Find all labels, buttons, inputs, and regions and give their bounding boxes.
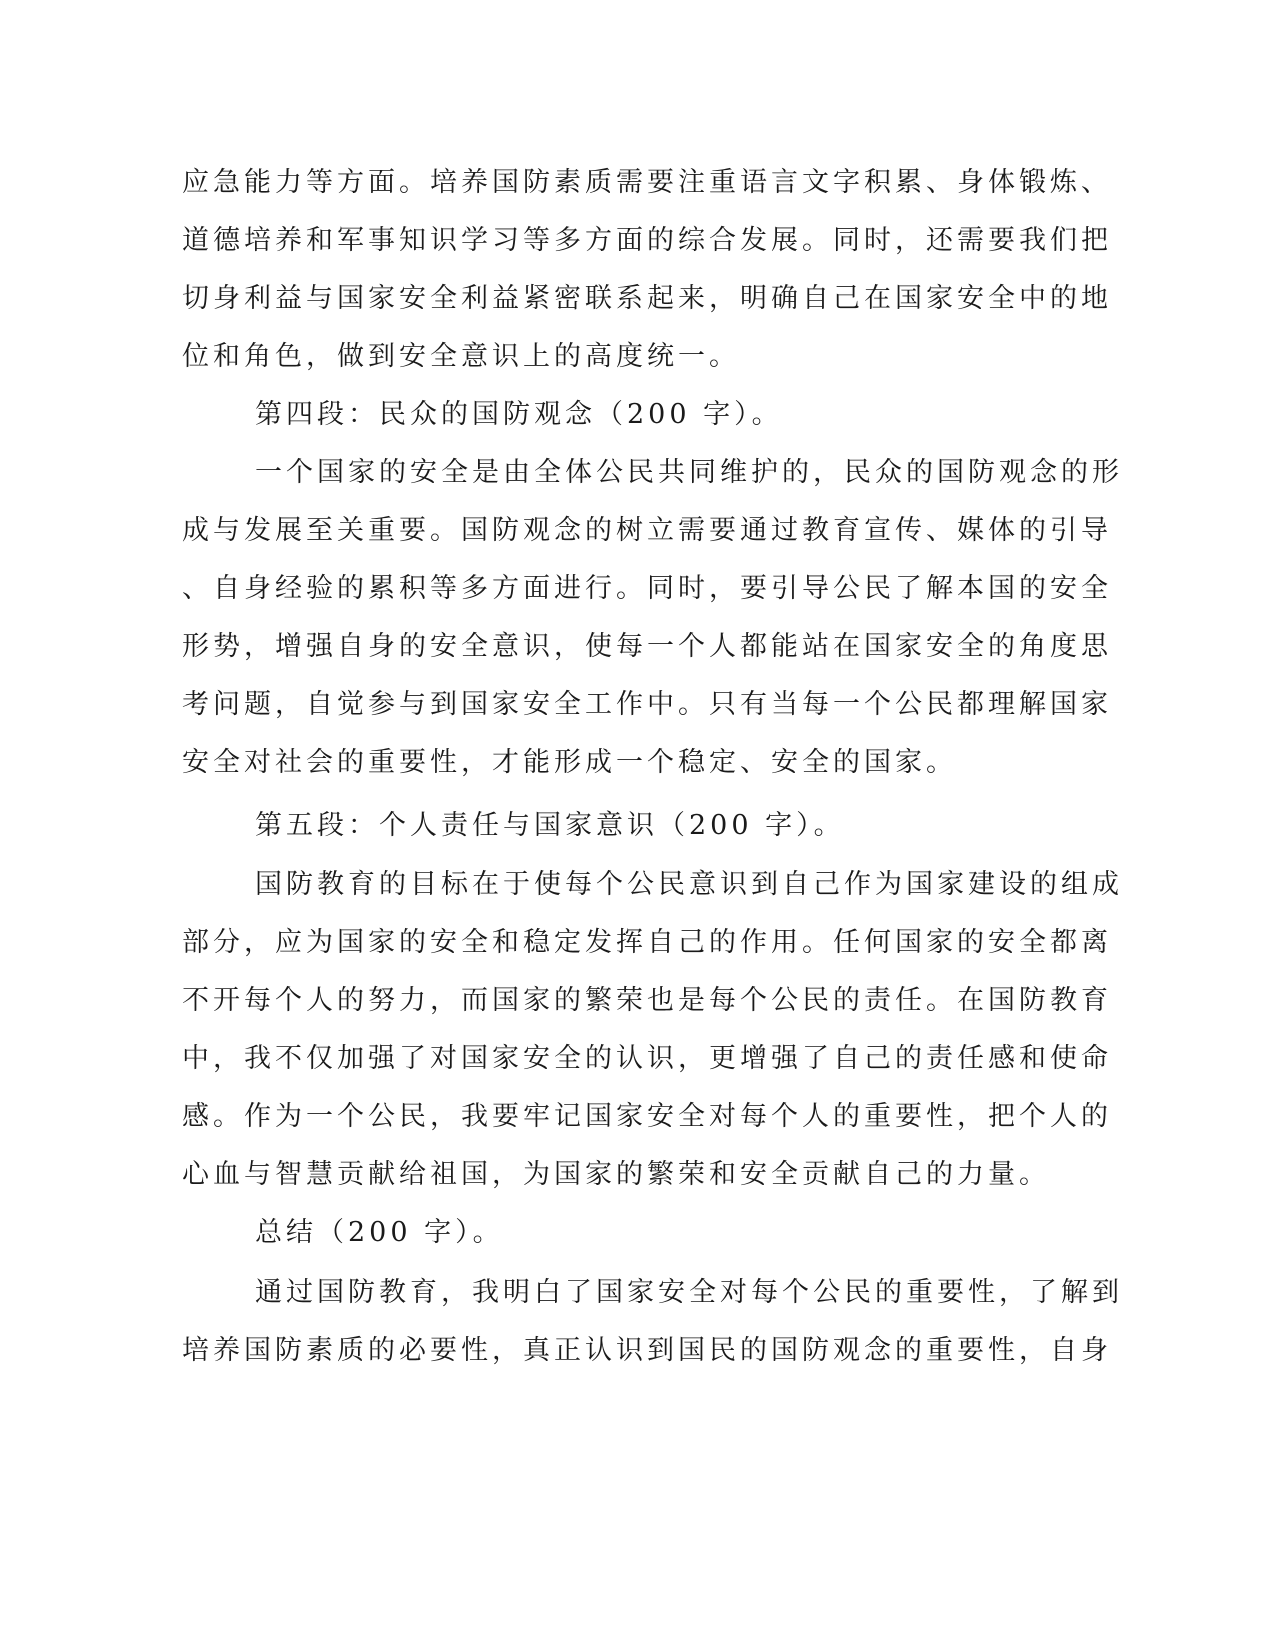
text-line: 部分，应为国家的安全和稳定发挥自己的作用。任何国家的安全都离 <box>182 927 1112 958</box>
section-heading-4: 第四段：民众的国防观念（200 字）。 <box>255 399 783 430</box>
section-heading-summary: 总结（200 字）。 <box>255 1217 504 1248</box>
text-line: 成与发展至关重要。国防观念的树立需要通过教育宣传、媒体的引导 <box>182 515 1112 546</box>
text-line: 形势，增强自身的安全意识，使每一个人都能站在国家安全的角度思 <box>182 631 1112 662</box>
text-line: 感。作为一个公民，我要牢记国家安全对每个人的重要性，把个人的 <box>182 1101 1112 1132</box>
text-line: 应急能力等方面。培养国防素质需要注重语言文字积累、身体锻炼、 <box>182 167 1112 198</box>
text-line: 培养国防素质的必要性，真正认识到国民的国防观念的重要性，自身 <box>182 1335 1112 1366</box>
text-line: 道德培养和军事知识学习等多方面的综合发展。同时，还需要我们把 <box>182 225 1112 256</box>
text-line: 中，我不仅加强了对国家安全的认识，更增强了自己的责任感和使命 <box>182 1043 1112 1074</box>
text-line: 国防教育的目标在于使每个公民意识到自己作为国家建设的组成 <box>255 869 1123 900</box>
text-line: 安全对社会的重要性，才能形成一个稳定、安全的国家。 <box>182 747 957 778</box>
text-line: 切身利益与国家安全利益紧密联系起来，明确自己在国家安全中的地 <box>182 283 1112 314</box>
text-line: 考问题，自觉参与到国家安全工作中。只有当每一个公民都理解国家 <box>182 689 1112 720</box>
text-line: 不开每个人的努力，而国家的繁荣也是每个公民的责任。在国防教育 <box>182 985 1112 1016</box>
text-line: 通过国防教育，我明白了国家安全对每个公民的重要性，了解到 <box>255 1277 1123 1308</box>
text-line: 一个国家的安全是由全体公民共同维护的，民众的国防观念的形 <box>255 457 1123 488</box>
text-line: 、自身经验的累积等多方面进行。同时，要引导公民了解本国的安全 <box>182 573 1112 604</box>
section-heading-5: 第五段：个人责任与国家意识（200 字）。 <box>255 810 845 841</box>
text-line: 位和角色，做到安全意识上的高度统一。 <box>182 341 740 372</box>
text-line: 心血与智慧贡献给祖国，为国家的繁荣和安全贡献自己的力量。 <box>182 1159 1050 1190</box>
